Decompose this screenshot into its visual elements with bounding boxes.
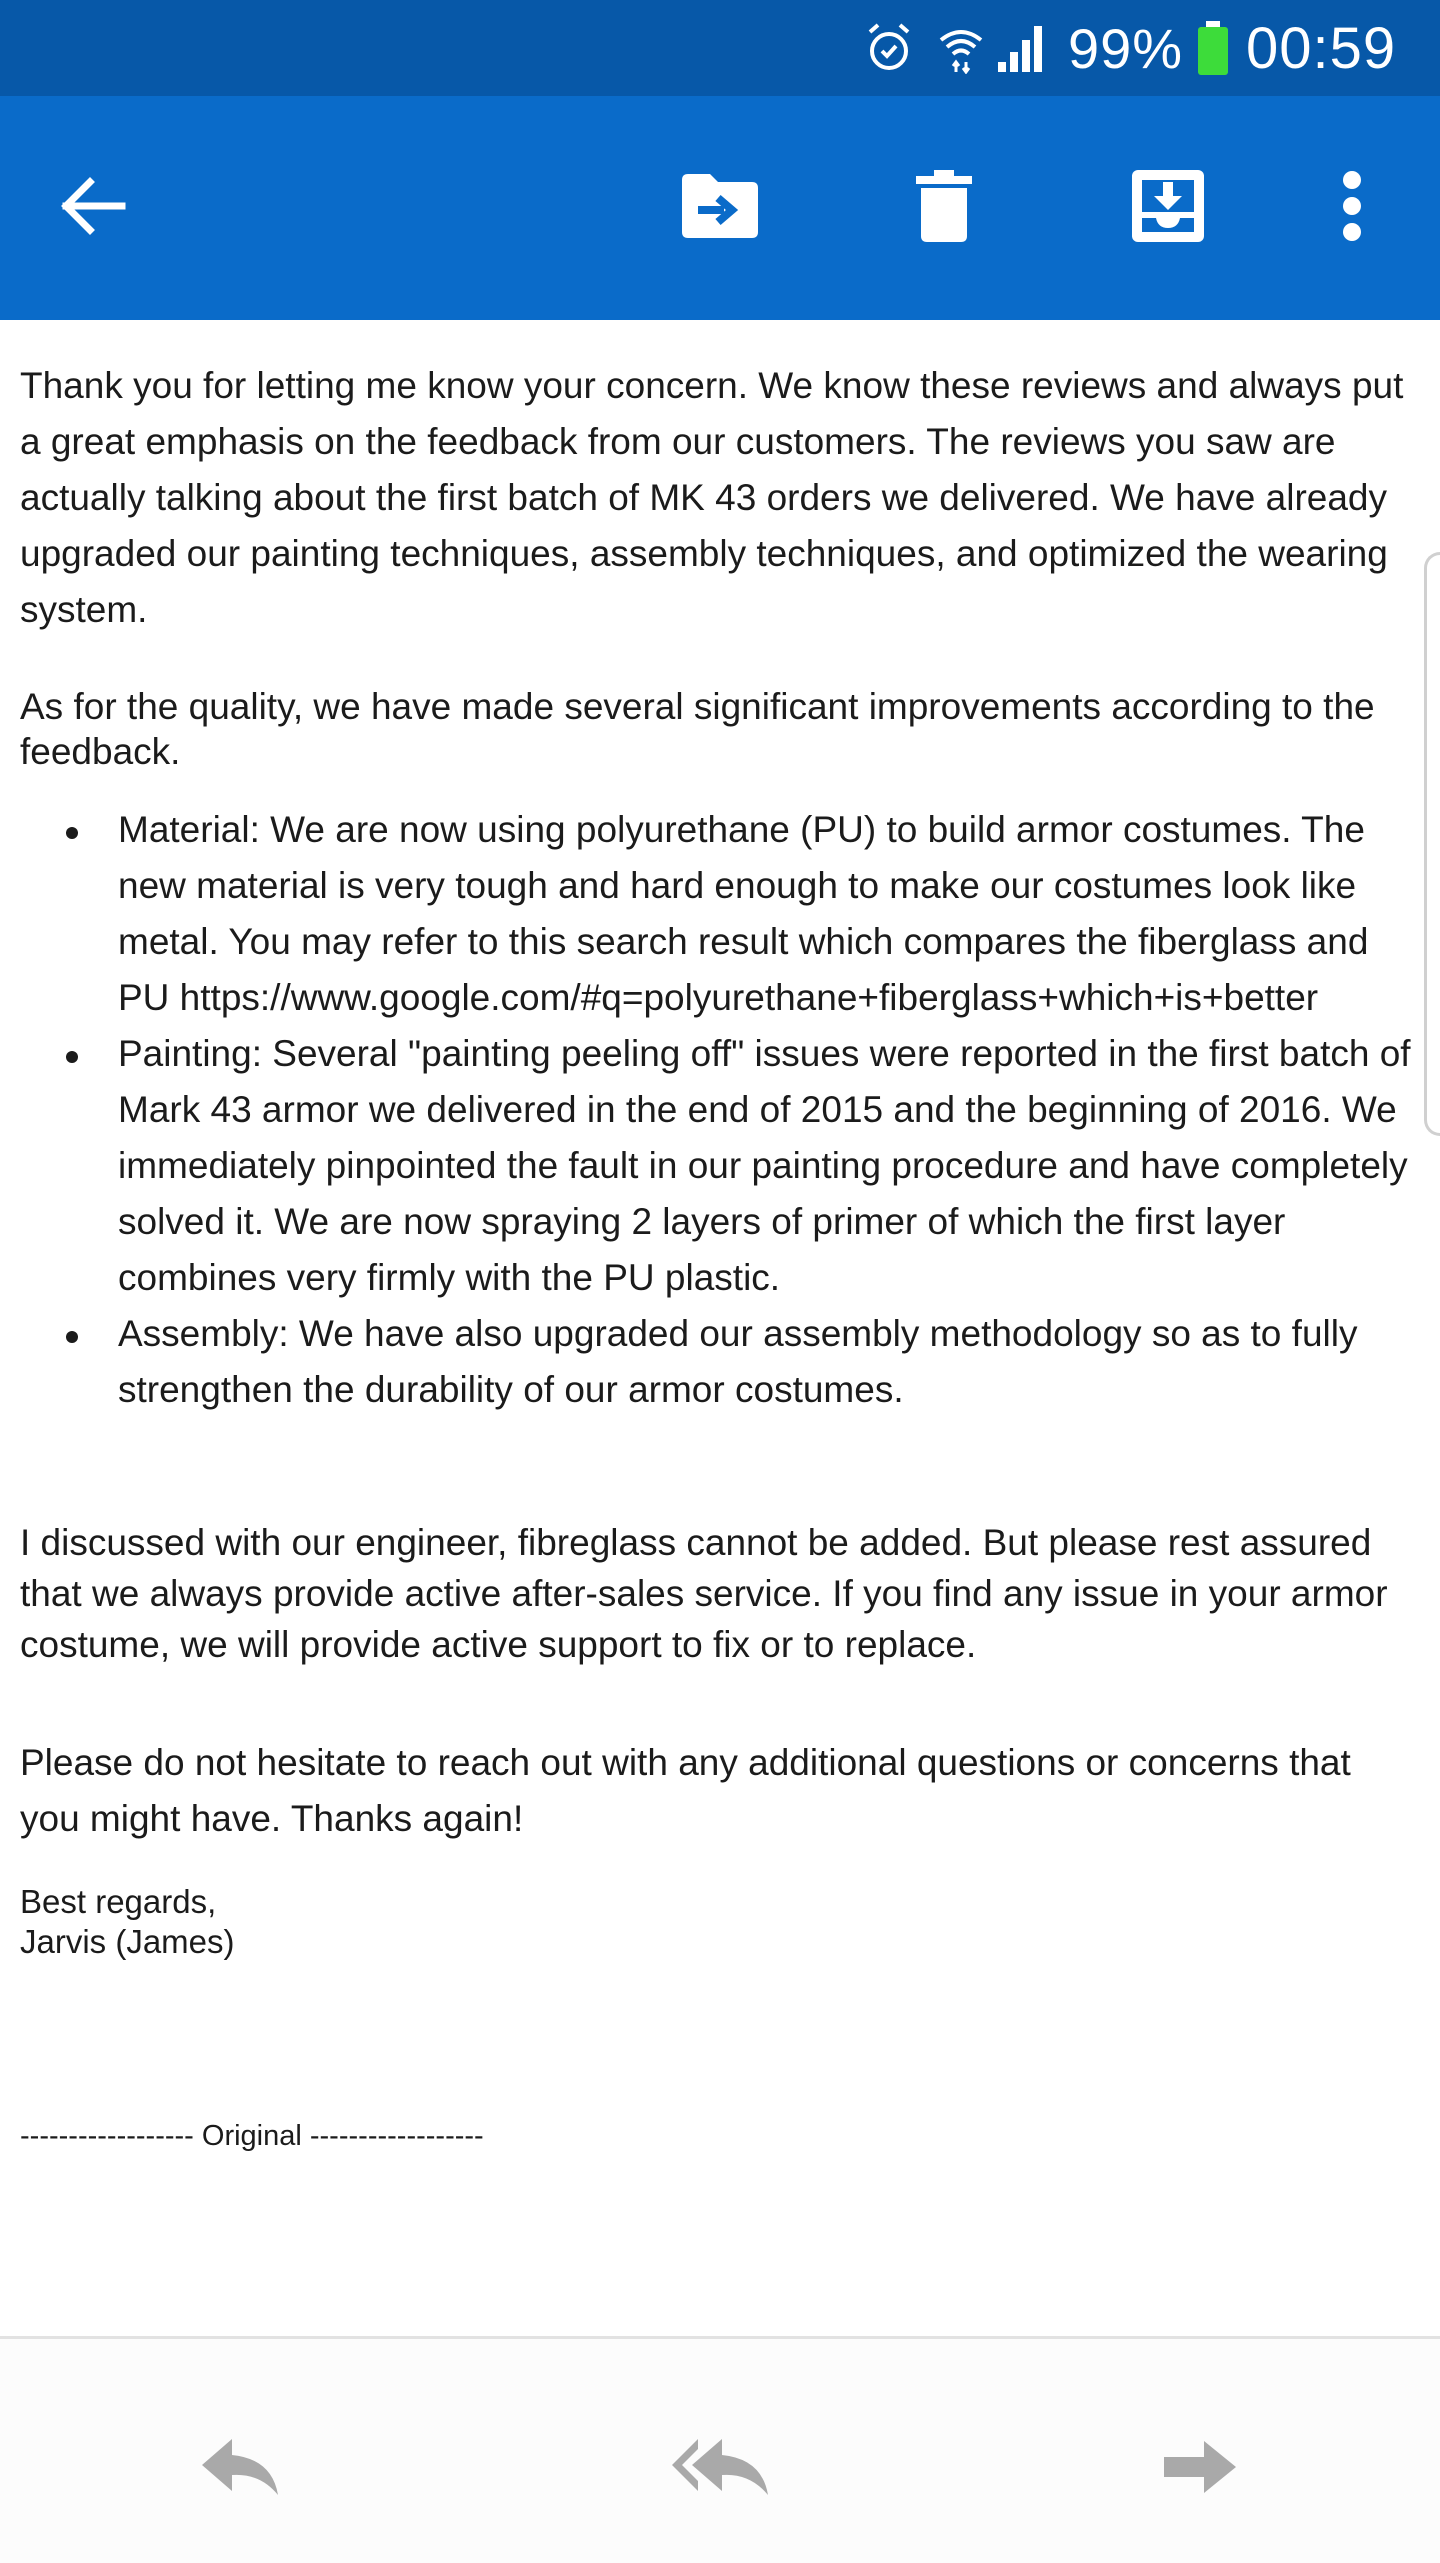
clock-time: 00:59 [1246, 15, 1397, 81]
more-vert-icon [1340, 170, 1364, 247]
bullet-dot [66, 1051, 78, 1063]
wifi-icon [938, 0, 984, 96]
archive-button[interactable] [1108, 96, 1228, 320]
status-bar [0, 0, 1440, 96]
list-item-assembly [20, 1306, 1420, 1418]
signoff [20, 1882, 1420, 1962]
bottom-action-bar [0, 2336, 1440, 2563]
list-item-material [20, 802, 1420, 1026]
paragraph-closing: Please do not hesitate to reach out with any additional questions or concerns that you might have. Thanks again! [20, 1742, 1351, 1839]
more-options-button[interactable] [1292, 96, 1412, 320]
list-item-text: Material: We are now using polyurethane (PU) to build armor costumes. The new material is very tough and hard enough to make our costumes look like metal. You may refer to this search result which compares the fiberglass and PU https://www.google.com/#q=polyurethane+fiberglass+which+is+better [118, 809, 1369, 1018]
email-body [0, 320, 1440, 2340]
back-arrow-icon [56, 174, 128, 243]
list-item-text: Painting: Several "painting peeling off" issues were reported in the first batch of Mark 43 armor we delivered in the end of 2015 and the beginning of 2016. We immediately pinpointed the fault in our painting procedure and have completely solved it. We are now spraying 2 layers of primer of which the first layer combines very firmly with the PU plastic. [118, 1033, 1411, 1298]
original-message-separator: ------------------ Original ------------------ [20, 2120, 484, 2152]
improvements-list [20, 802, 1420, 1418]
delete-button[interactable] [884, 96, 1004, 320]
back-button[interactable] [32, 96, 152, 320]
email-toolbar [0, 96, 1440, 320]
move-to-folder-button[interactable] [660, 96, 780, 320]
paragraph-fibreglass: I discussed with our engineer, fibreglass cannot be added. But please rest assured that we always provide active after-sales service. If you find any issue in your armor costume, we will provide active support to fix or to replace. [20, 1522, 1388, 1665]
signal-icon [996, 0, 1048, 96]
signoff-name: Jarvis (James) [20, 1923, 235, 1960]
forward-icon [1160, 2435, 1240, 2504]
forward-button[interactable] [1140, 2419, 1260, 2519]
archive-icon [1130, 168, 1206, 249]
list-item-painting [20, 1026, 1420, 1306]
paragraph-quality: As for the quality, we have made several significant improvements according to the feedback. [20, 686, 1375, 772]
reply-button[interactable] [180, 2419, 300, 2519]
battery-percent: 99% [1068, 16, 1184, 80]
signoff-greeting: Best regards, [20, 1883, 217, 1920]
scroll-handle[interactable] [1424, 552, 1440, 1136]
reply-icon [198, 2435, 282, 2504]
trash-icon [914, 168, 974, 249]
reply-all-button[interactable] [660, 2419, 780, 2519]
list-item-text: Assembly: We have also upgraded our assembly methodology so as to fully strengthen the durability of our armor costumes. [118, 1313, 1358, 1410]
battery-icon [1194, 0, 1232, 96]
bullet-dot [66, 827, 78, 839]
paragraph-thanks: Thank you for letting me know your concern. We know these reviews and always put a great emphasis on the feedback from our customers. The reviews you saw are actually talking about the first batch of MK 43 orders we delivered. We have already upgraded our painting techniques, assembly techniques, and optimized the wearing system. [20, 365, 1404, 630]
reply-all-icon [668, 2435, 772, 2504]
alarm-icon [866, 0, 912, 96]
move-to-folder-icon [678, 170, 762, 247]
bullet-dot [66, 1331, 78, 1343]
